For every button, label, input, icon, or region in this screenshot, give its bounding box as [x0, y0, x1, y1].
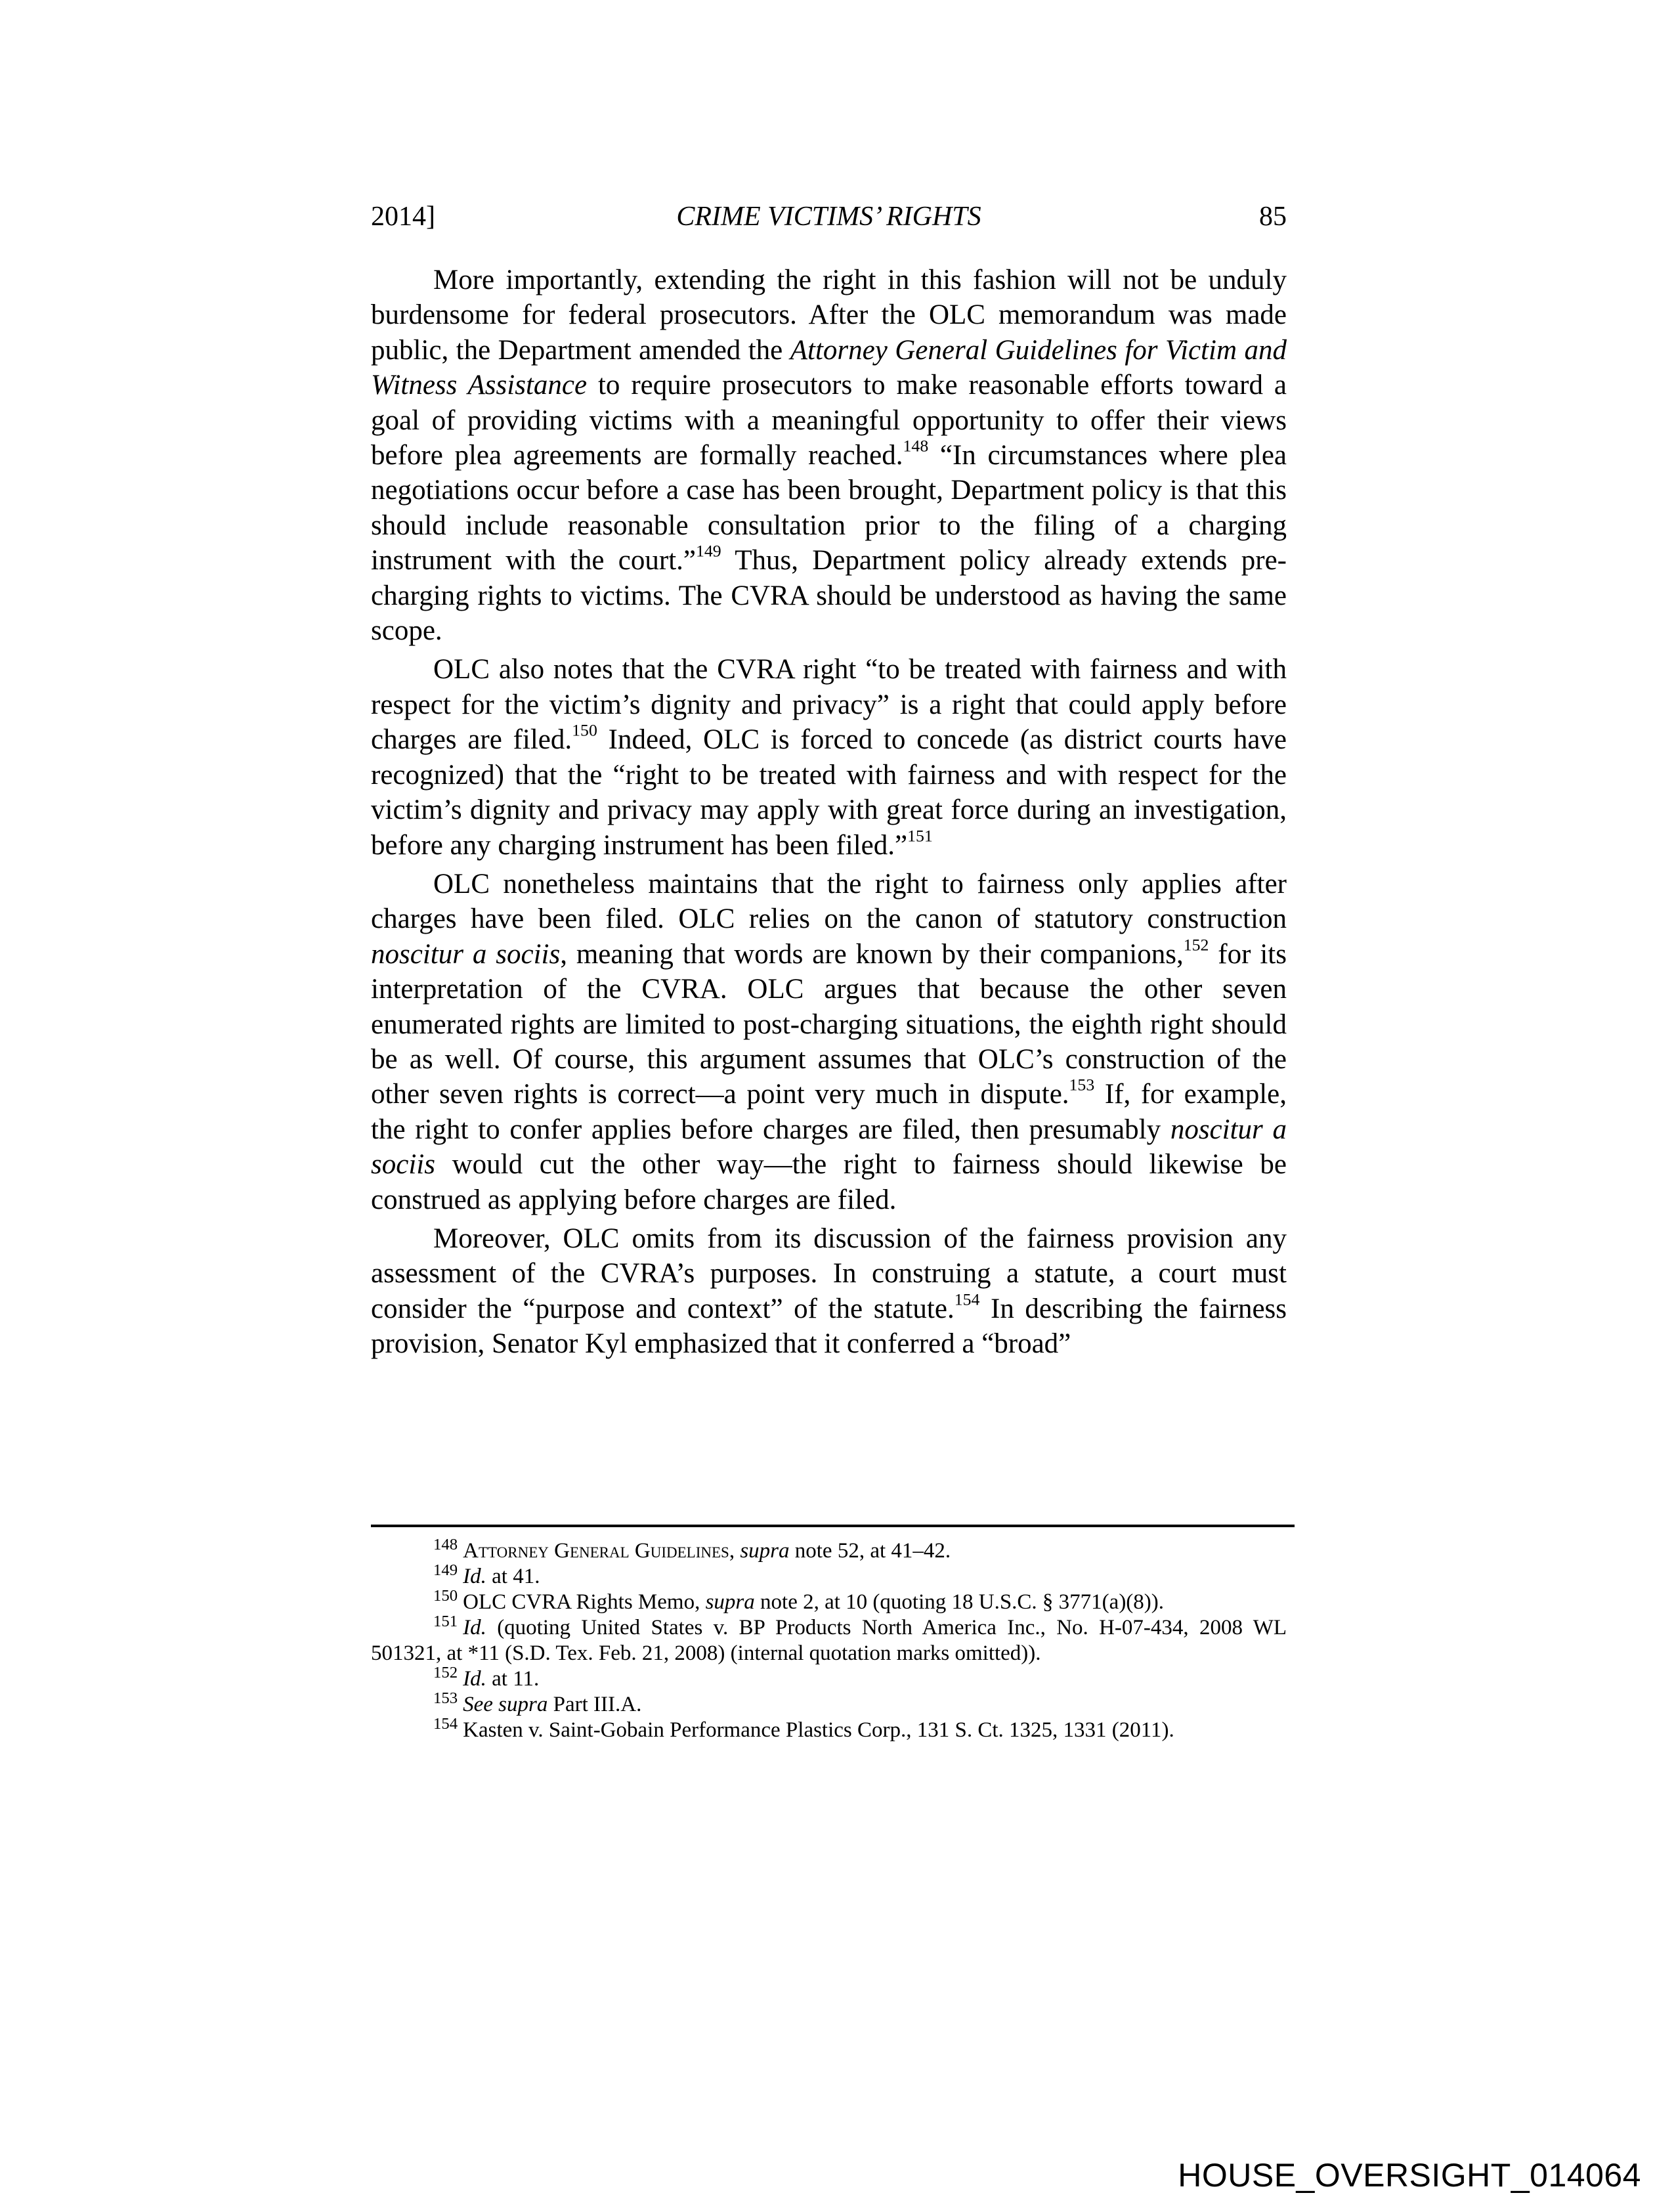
text-run: at 41.: [486, 1565, 540, 1588]
footnote-number: 150: [433, 1586, 458, 1605]
text-run: to require prosecutors to make reasonable efforts toward a goal of providing victims with a meaningful opportunity to offer their views before plea agreements are formally reached.: [371, 370, 1287, 471]
text-run: OLC CVRA Rights Memo,: [463, 1590, 706, 1614]
footnotes: [371, 1535, 1287, 1743]
page-number: 85: [1259, 202, 1287, 232]
text-run: , meaning that words are known by their companions,: [560, 938, 1184, 970]
italic-text: supra: [705, 1590, 755, 1614]
text-run: note 52, at 41–42.: [789, 1539, 951, 1563]
footnote-number: 153: [433, 1689, 458, 1707]
italic-text: Id.: [463, 1667, 486, 1691]
body-text: [371, 263, 1287, 1362]
text-run: “In circumstances where plea negotiations occur before a case has been brought, Department policy is that this should include reasonable consultation prior to the filing of a charging instrument with the court.”: [371, 440, 1287, 576]
italic-text: Id.: [463, 1565, 486, 1588]
text-run: Moreover, OLC omits from its discussion of the fairness provision any assessment of the CVRA’s purposes. In construing a statute, a court must consider the “purpose and context” of the statute.: [371, 1223, 1287, 1324]
footnote-number: 151: [433, 1612, 458, 1630]
text-run: Indeed, OLC is forced to concede (as district courts have recognized) that the “right to be treated with fairness and with respect for the victim’s dignity and privacy may apply with great force during an investigation, before any charging instrument has been filed.”: [371, 724, 1287, 861]
text-run: at 11.: [486, 1667, 540, 1691]
text-run: note 2, at 10 (quoting 18 U.S.C. § 3771(a)(8)).: [754, 1590, 1165, 1614]
text-run: OLC nonetheless maintains that the right to fairness only applies after charges have been filed. OLC relies on the canon of statutory construction: [371, 868, 1287, 935]
footnote-marker: 154: [954, 1290, 980, 1309]
footnote: [371, 1612, 1287, 1666]
footnote: [371, 1663, 1287, 1692]
italic-text: noscitur a sociis: [371, 1114, 1287, 1181]
paragraph: [371, 867, 1287, 1217]
text-run: Part III.A.: [547, 1693, 642, 1716]
footnote-divider: [371, 1525, 1295, 1527]
footnote-number: 149: [433, 1561, 458, 1579]
italic-text: Id.: [463, 1616, 486, 1639]
italic-text: supra: [740, 1539, 790, 1563]
text-run: for its interpretation of the CVRA. OLC argues that because the other seven enumerated rights are limited to post-charging situations, the eighth right should be as well. Of course, this argument assumes that OLC’s construction of the other seven rights is correct—a point very much in dispute.: [371, 938, 1287, 1110]
text-run: Thus, Department policy already extends pre-charging rights to victims. The CVRA should be understood as having the same scope.: [371, 545, 1287, 647]
article-title: CRIME VICTIMS’ RIGHTS: [676, 202, 981, 232]
text-run: ,: [729, 1539, 740, 1563]
footnote-marker: 151: [907, 826, 933, 846]
text-run: More importantly, extending the right in this fashion will not be unduly burdensome for federal prosecutors. After the OLC memorandum was made public, the Department amended the: [371, 265, 1287, 366]
footnote: [371, 1561, 1287, 1590]
italic-text: noscitur a sociis: [371, 938, 561, 970]
text-run: would cut the other way—the right to fairness should likewise be construed as applying before charges are filed.: [371, 1149, 1287, 1215]
bates-stamp: HOUSE_OVERSIGHT_014064: [1178, 2157, 1641, 2194]
text-run: In describing the fairness provision, Senator Kyl emphasized that it conferred a “broad”: [371, 1293, 1287, 1360]
footnote-number: 152: [433, 1663, 458, 1681]
document-page: [371, 197, 1287, 1362]
footnote: [371, 1586, 1287, 1615]
paragraph: [371, 1221, 1287, 1362]
footnote-marker: 153: [1069, 1075, 1095, 1095]
footnote: [371, 1714, 1287, 1743]
footnote-marker: 148: [903, 436, 929, 456]
italic-text: Attorney General Guidelines for Victim and Witness Assistance: [371, 334, 1287, 401]
running-head: [371, 197, 1287, 236]
footnote-marker: 152: [1183, 935, 1209, 955]
text-run: If, for example, the right to confer applies before charges are filed, then presumably: [371, 1079, 1287, 1145]
paragraph: [371, 263, 1287, 648]
footnote-number: 148: [433, 1535, 458, 1553]
footnote-marker: 150: [572, 720, 597, 740]
paragraph: [371, 652, 1287, 862]
footnote-marker: 149: [695, 541, 721, 561]
text-run: OLC also notes that the CVRA right “to be treated with fairness and with respect for the victim’s dignity and privacy” is a right that could apply before charges are filed.: [371, 654, 1287, 756]
italic-text: See supra: [463, 1693, 548, 1716]
footnote-number: 154: [433, 1714, 458, 1733]
small-caps-text: Attorney General Guidelines: [463, 1539, 729, 1563]
text-run: Kasten v. Saint-Gobain Performance Plastics Corp., 131 S. Ct. 1325, 1331 (2011).: [463, 1718, 1174, 1742]
text-run: (quoting United States v. BP Products North America Inc., No. H-07-434, 2008 WL 501321, at *11 (S.D. Tex. Feb. 21, 2008) (internal quotation marks omitted)).: [371, 1616, 1287, 1665]
volume-year: 2014]: [371, 202, 435, 232]
footnote: [371, 1689, 1287, 1718]
footnote: [371, 1535, 1287, 1564]
